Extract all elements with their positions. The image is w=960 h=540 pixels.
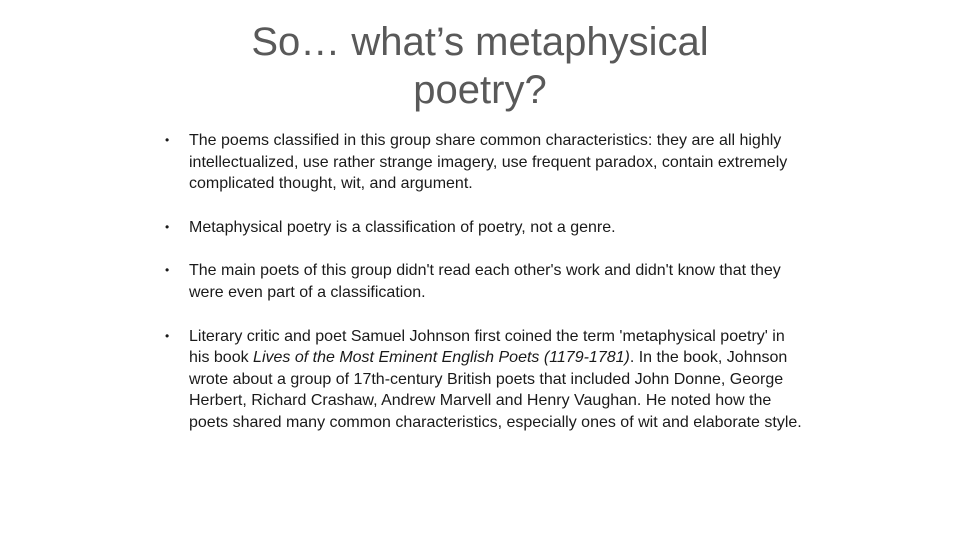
bullet-text-before: Literary critic and poet Samuel Johnson first coined the term 'metaphysical poetry' in his book	[189, 327, 785, 367]
bullet-text-after: . In the book, Johnson wrote about a group of 17th-century British poets that included John Donne, George Herbert, Richard Crashaw, Andrew Marvell and Henry Vaughan. He noted how the poets shared many common characteristics, especially ones of wit and elaborate style.	[189, 349, 802, 431]
slide-title-line-1: So… what’s metaphysical	[251, 20, 709, 64]
bullet-text: Metaphysical poetry is a classification of poetry, not a genre.	[189, 218, 616, 236]
bullet-item-main-poets	[163, 260, 803, 303]
bullet-marker: •	[165, 219, 170, 234]
bullet-text	[189, 328, 802, 431]
bullet-marker: •	[165, 133, 170, 147]
slide-title	[180, 18, 780, 114]
bullet-list	[163, 130, 803, 434]
bullet-text: The poems classified in this group share common characteristics: they are all highly intellectualized, use rather strange imagery, use frequent paradox, contain extremely complicated thought, wit, and argument.	[189, 132, 788, 193]
bullet-item-samuel-johnson	[163, 326, 803, 434]
bullet-item-classification	[163, 217, 803, 239]
bullet-marker: •	[165, 328, 170, 343]
book-title-italic: Lives of the Most Eminent English Poets (1179-1781)	[253, 349, 630, 367]
slide-title-line-2: poetry?	[413, 68, 547, 112]
bullet-text: The main poets of this group didn't read each other's work and didn't know that they were even part of a classification.	[189, 262, 781, 301]
bullet-item-characteristics	[163, 130, 803, 195]
bullet-marker: •	[165, 263, 170, 278]
